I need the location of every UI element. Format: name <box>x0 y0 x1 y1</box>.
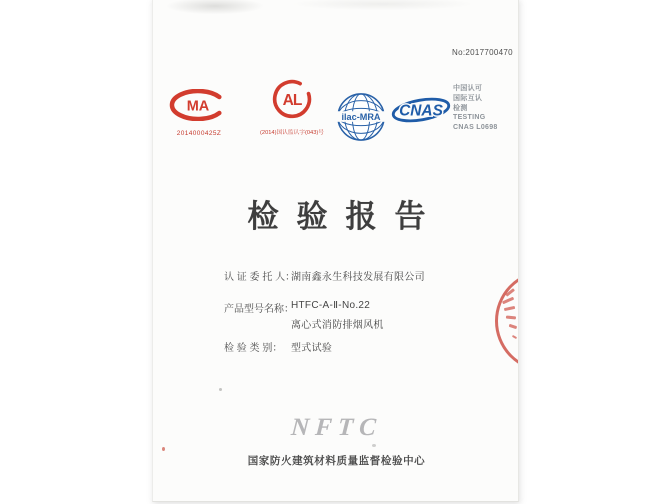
scan-speck <box>219 388 222 391</box>
test-category-value: 型式试验 <box>291 343 333 354</box>
cnas-line: CNAS L0698 <box>453 124 498 132</box>
cnas-icon <box>391 92 451 128</box>
cma-letters: MA <box>186 98 210 115</box>
cal-letters: AL <box>282 91 302 109</box>
ilac-mra-label: ilac-MRA <box>341 111 381 122</box>
cal-mark <box>247 78 337 136</box>
product-model-value: HTFC-A-Ⅱ-No.22 <box>291 300 371 311</box>
report-title: 检验报告 <box>247 199 444 234</box>
consignor-label: 认 证 委 托 人： <box>224 272 296 283</box>
scan-smudge <box>153 0 518 20</box>
cnas-letters: CNAS <box>399 102 443 120</box>
cnas-line: TESTING <box>453 114 486 122</box>
cal-caption: (2014)国认监认字(043)号 <box>259 130 324 136</box>
cma-mark <box>165 89 233 137</box>
consignor-value: 湖南鑫永生科技发展有限公司 <box>291 272 425 283</box>
scan-speck <box>372 444 376 447</box>
ilac-mra-mark <box>335 92 387 147</box>
scan-speck <box>162 447 165 451</box>
cnas-line: 中国认可 <box>453 85 483 92</box>
ilac-mra-icon <box>336 92 386 142</box>
test-category-label: 检 验 类 别： <box>224 343 283 354</box>
cnas-mark <box>391 92 451 133</box>
red-seal-icon <box>495 270 519 372</box>
certificate-sheet <box>152 0 519 502</box>
product-model-label: 产品型号名称： <box>224 304 294 315</box>
cnas-line: 检测 <box>453 104 468 112</box>
cnas-accreditation-text <box>453 84 519 133</box>
cma-caption: 2014000425Z <box>176 130 222 137</box>
issuing-organization: 国家防火建筑材料质量监督检验中心 <box>247 455 426 467</box>
report-number: No:2017700470 <box>452 48 513 57</box>
product-name-value: 离心式消防排烟风机 <box>291 320 384 331</box>
cal-mark-icon <box>271 78 313 120</box>
nftc-logo: NFTC <box>290 414 383 441</box>
cnas-line: 国际互认 <box>453 94 483 102</box>
cma-mark-icon <box>167 89 231 121</box>
